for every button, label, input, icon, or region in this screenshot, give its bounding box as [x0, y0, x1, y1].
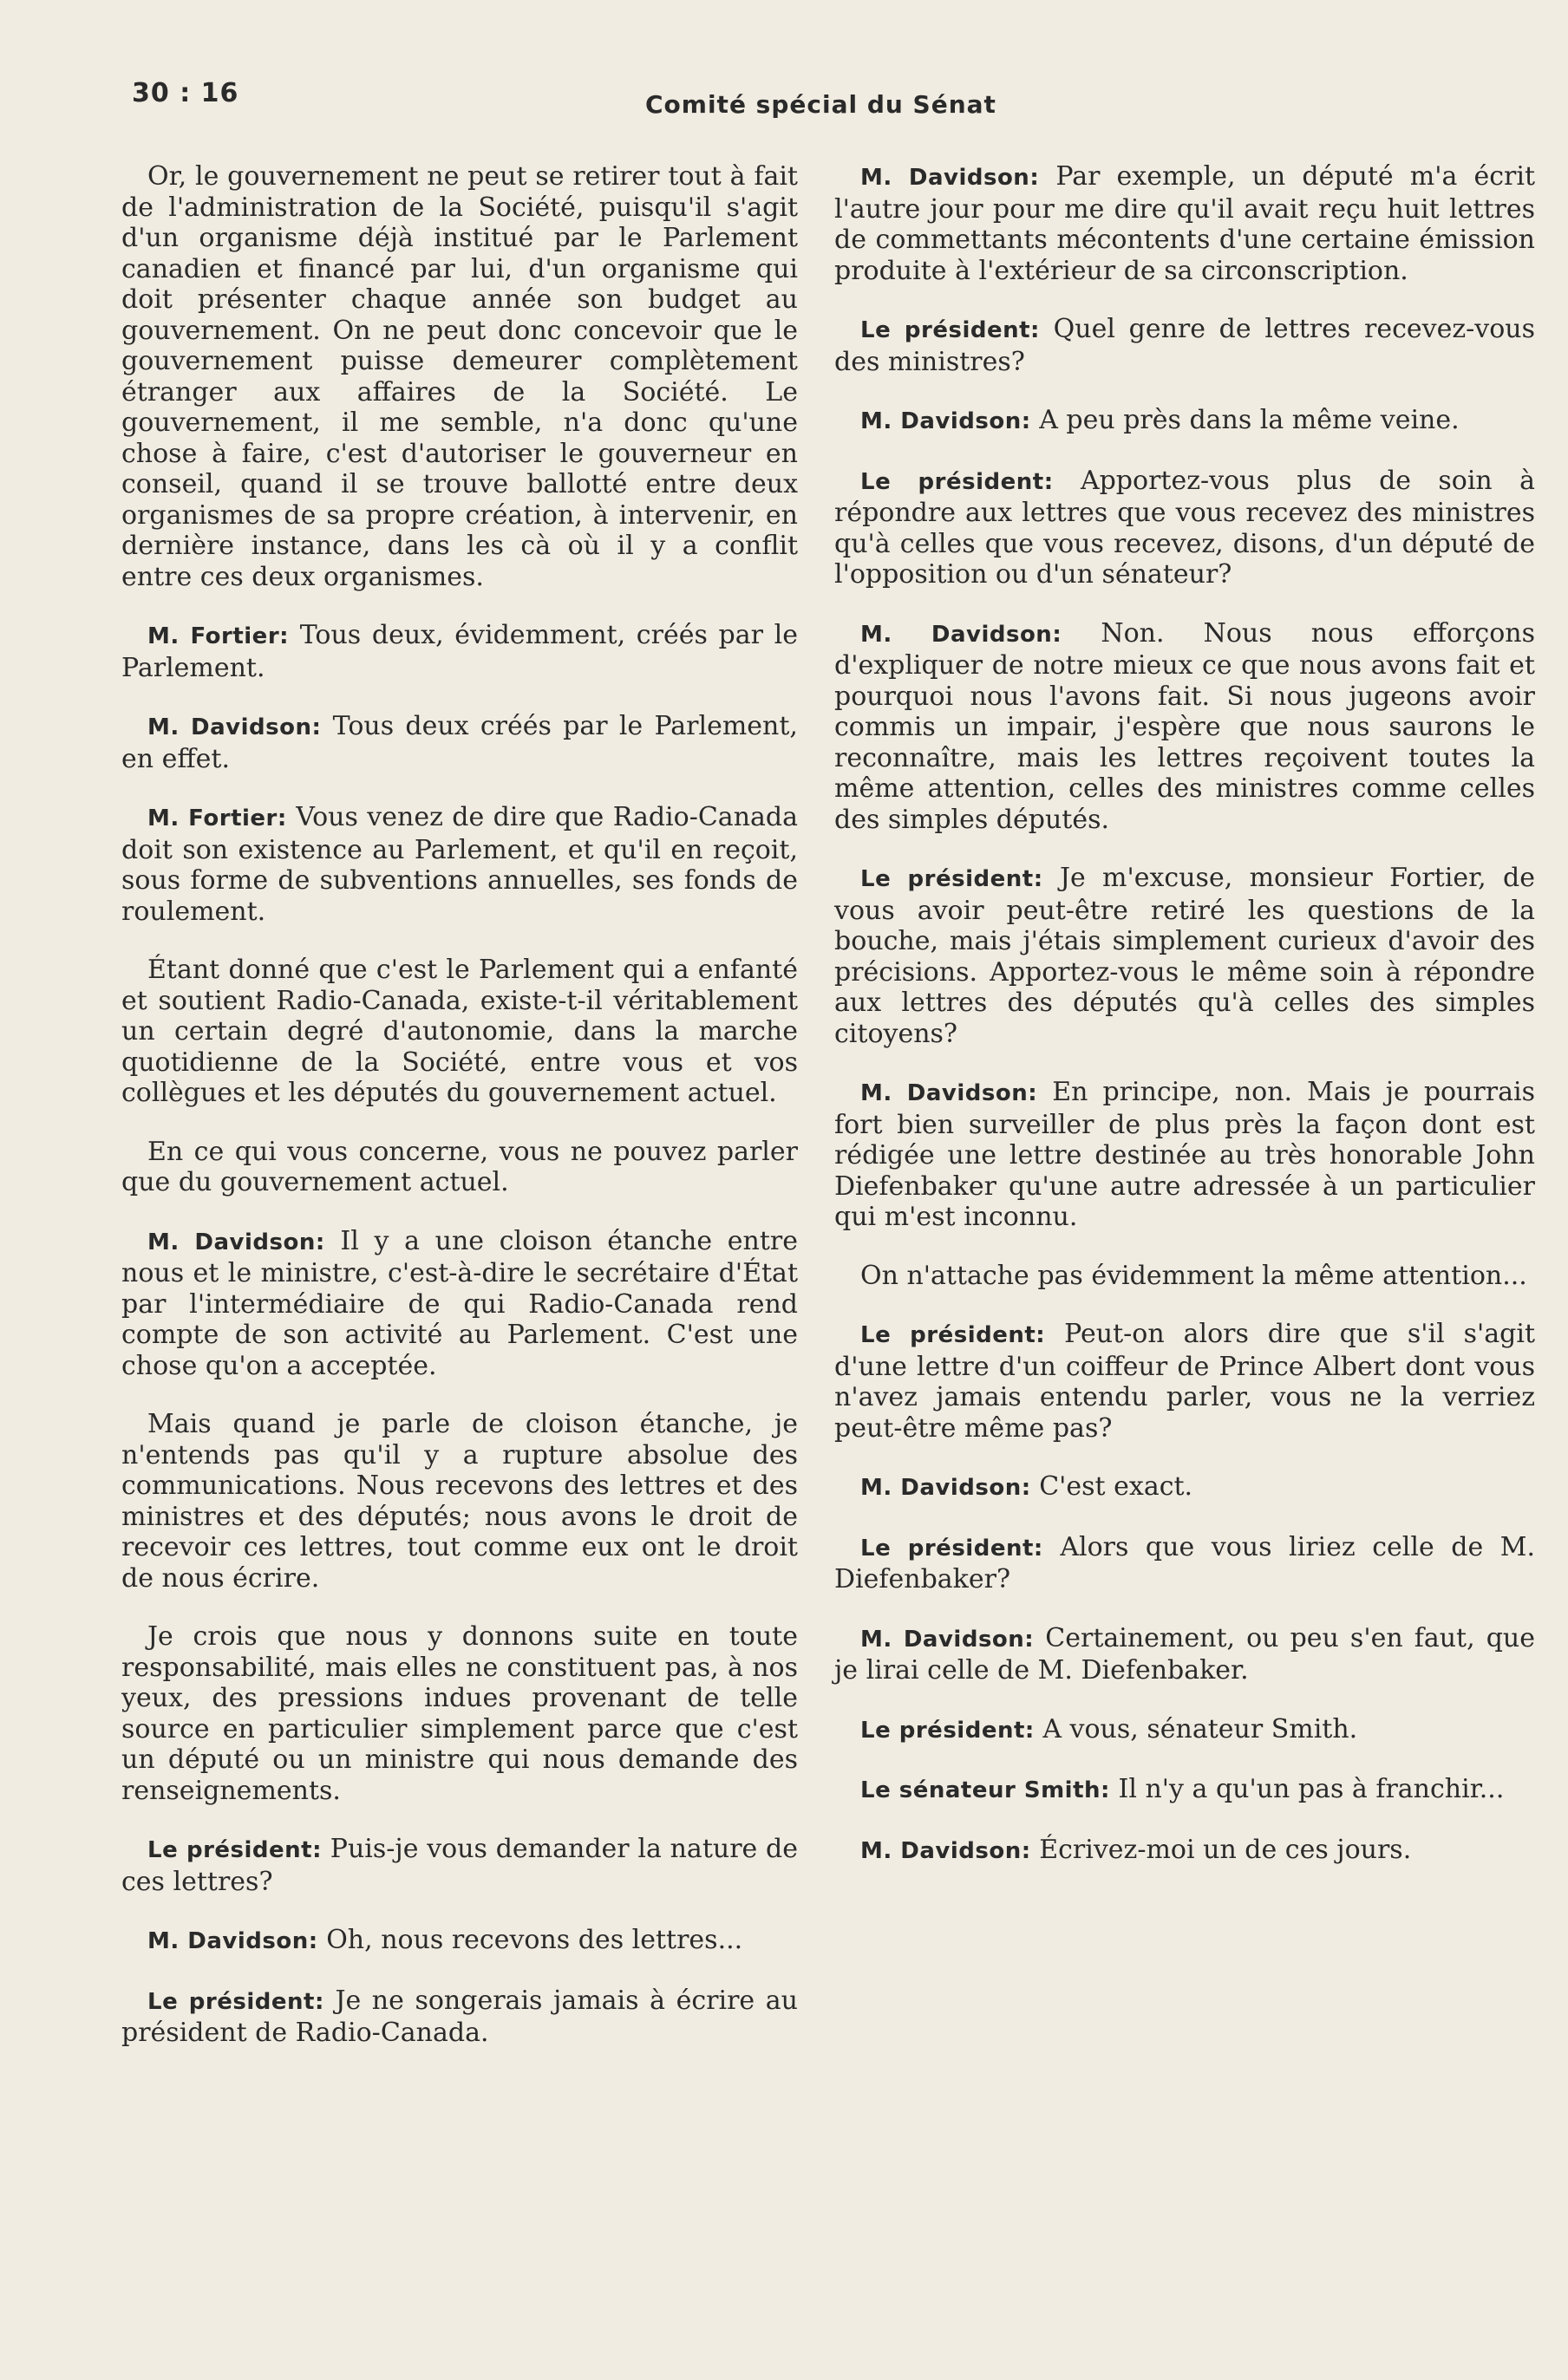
speaker-label: Le président: [860, 1322, 1046, 1348]
left-column [121, 161, 798, 2077]
speaker-label: M. Fortier: [147, 623, 290, 649]
paragraph [121, 161, 798, 592]
paragraph-text: Apportez-vous plus de soin à répondre aux lettres que vous recevez des ministres qu'à celles que vous recevez, disons, d'un député de l'opposition ou d'un sénateur? [834, 465, 1535, 590]
paragraph-text: Je ne songerais jamais à écrire au président de Radio-Canada. [121, 1985, 798, 2048]
paragraph [121, 1621, 798, 1806]
paragraph-text: Il y a une cloison étanche entre nous et le ministre, c'est-à-dire le secrétaire d'État par l'intermédiaire de qui Radio-Canada rend compte de son activité au Parlement. C'est une chose qu'on a acceptée. [121, 1225, 798, 1381]
speaker-label: Le président: [147, 1988, 324, 2015]
paragraph [834, 1774, 1535, 1807]
paragraph [834, 314, 1535, 377]
paragraph [834, 405, 1535, 438]
paragraph-text: Il n'y a qu'un pas à franchir... [1118, 1774, 1505, 1804]
speaker-label: Le président: [860, 317, 1040, 343]
paragraph-text: Quel genre de lettres recevez-vous des ministres? [834, 314, 1535, 377]
paragraph-text: Tous deux, évidemment, créés par le Parlement. [121, 620, 798, 683]
paragraph [834, 466, 1535, 590]
paragraph-text: Je m'excuse, monsieur Fortier, de vous avoir peut-être retiré les questions de la bouche, mais j'étais simplement curieux d'avoir des précisions. Apportez-vous le même soin à répondre aux lettres des députés qu'à celles des simples citoyens? [834, 863, 1535, 1049]
paragraph-text: Écrivez-moi un de ces jours. [1039, 1834, 1412, 1865]
paragraph [121, 1409, 798, 1594]
speaker-label: M. Davidson: [860, 165, 1040, 191]
paragraph [121, 1226, 798, 1382]
paragraph [834, 161, 1535, 286]
paragraph-text: Vous venez de dire que Radio-Canada doit son existence au Parlement, et qu'il en reçoit, sous forme de subventions annuelles, ses fonds de roulement. [121, 802, 798, 927]
speaker-label: M. Davidson: [860, 1475, 1031, 1501]
paragraph-text: A vous, sénateur Smith. [1042, 1713, 1358, 1744]
paragraph-text: Certainement, ou peu s'en faut, que je lirai celle de M. Diefenbaker. [834, 1622, 1535, 1686]
paragraph-text: Mais quand je parle de cloison étanche, je n'entends pas qu'il y a rupture absolue des communications. Nous recevons des lettres et des ministres et des députés; nous avons le droit de recevoir ces lettres, tout comme eux ont le droit de nous écrire. [121, 1409, 798, 1594]
speaker-label: M. Davidson: [147, 1928, 318, 1954]
paragraph-text: A peu près dans la même veine. [1039, 405, 1460, 435]
speaker-label: M. Davidson: [147, 1229, 325, 1255]
speaker-label: M. Davidson: [860, 621, 1062, 648]
paragraph-text: Peut-on alors dire que s'il s'agit d'une lettre d'un coiffeur de Prince Albert dont vous n'avez jamais entendu parler, vous ne la verriez peut-être même pas? [834, 1319, 1536, 1444]
speaker-label: M. Davidson: [860, 408, 1031, 434]
speaker-label: Le président: [860, 866, 1043, 892]
paragraph [834, 1471, 1535, 1504]
speaker-label: M. Davidson: [860, 1837, 1031, 1864]
paragraph [834, 1714, 1535, 1747]
paragraph-text: Tous deux créés par le Parlement, en effet. [121, 711, 798, 774]
paragraph [121, 620, 798, 683]
speaker-label: M. Davidson: [147, 714, 322, 740]
speaker-label: Le président: [860, 468, 1054, 495]
paragraph-text: C'est exact. [1039, 1471, 1193, 1502]
right-column [834, 161, 1535, 1894]
paragraph-text: Oh, nous recevons des lettres... [326, 1925, 743, 1955]
paragraph [834, 1077, 1535, 1233]
running-head: Comité spécial du Sénat [645, 90, 996, 119]
paragraph [121, 1834, 798, 1897]
paragraph [121, 1137, 798, 1198]
paragraph [834, 1261, 1535, 1292]
paragraph [834, 1319, 1535, 1444]
paragraph-text: En ce qui vous concerne, vous ne pouvez parler que du gouvernement actuel. [121, 1136, 798, 1197]
paragraph [121, 802, 798, 927]
speaker-label: Le président: [860, 1717, 1035, 1744]
paragraph [834, 1835, 1535, 1868]
speaker-label: M. Fortier: [147, 805, 287, 831]
paragraph-text: Alors que vous liriez celle de M. Diefenbaker? [834, 1531, 1535, 1594]
paragraph [121, 711, 798, 774]
paragraph-text: Je crois que nous y donnons suite en toute responsabilité, mais elles ne constituent pas, à nos yeux, des pressions indues provenant de telle source en particulier simplement parce que c'est un député ou un ministre qui nous demande des renseignements. [121, 1621, 798, 1806]
paragraph [121, 1925, 798, 1958]
paragraph-text: En principe, non. Mais je pourrais fort bien surveiller de plus près la façon dont est rédigée une lettre destinée au très honorable John Diefenbaker qu'une autre adressée à un particulier qui m'est inconnu. [834, 1077, 1535, 1232]
paragraph-text: Par exemple, un député m'a écrit l'autre jour pour me dire qu'il avait reçu huit lettres de commettants mécontents d'une certaine émission produite à l'extérieur de sa circonscription. [834, 161, 1535, 286]
paragraph-text: Non. Nous nous efforçons d'expliquer de notre mieux ce que nous avons fait et pourquoi nous l'avons fait. Si nous jugeons avoir commis un impair, j'espère que nous saurons le reconnaître, mais les lettres reçoivent toutes la même attention, celles des ministres comme celles des simples députés. [834, 617, 1535, 835]
speaker-label: Le président: [860, 1535, 1043, 1562]
paragraph [121, 1986, 798, 2049]
speaker-label: Le président: [147, 1837, 323, 1863]
page-number: 30 : 16 [132, 78, 239, 108]
speaker-label: M. Davidson: [860, 1626, 1035, 1653]
paragraph-text: Or, le gouvernement ne peut se retirer tout à fait de l'administration de la Société, puisqu'il s'agit d'un organisme déjà institué par le Parlement canadien et financé par lui, d'un organisme qui doit présenter chaque année son budget au gouvernement. On ne peut donc concevoir que le gouvernement puisse demeurer complètement étranger aux affaires de la Société. Le gouvernement, il me semble, n'a donc qu'une chose à faire, c'est d'autoriser le gouverneur en conseil, quand il se trouve ballotté entre deux organismes de sa propre création, à intervenir, en dernière instance, dans les cà où il y a conflit entre ces deux organismes. [121, 161, 798, 592]
paragraph [834, 863, 1535, 1049]
speaker-label: M. Davidson: [860, 1080, 1038, 1106]
paragraph-text: On n'attache pas évidemment la même attention... [860, 1260, 1527, 1291]
paragraph [834, 618, 1535, 836]
paragraph [834, 1532, 1535, 1595]
paragraph [121, 955, 798, 1109]
paragraph-text: Étant donné que c'est le Parlement qui a enfanté et soutient Radio-Canada, existe-t-il véritablement un certain degré d'autonomie, dans la marche quotidienne de la Société, entre vous et vos collègues et les députés du gouvernement actuel. [121, 955, 798, 1108]
speaker-label: Le sénateur Smith: [860, 1777, 1110, 1803]
paragraph-text: Puis-je vous demander la nature de ces lettres? [121, 1834, 798, 1897]
paragraph [834, 1623, 1535, 1686]
